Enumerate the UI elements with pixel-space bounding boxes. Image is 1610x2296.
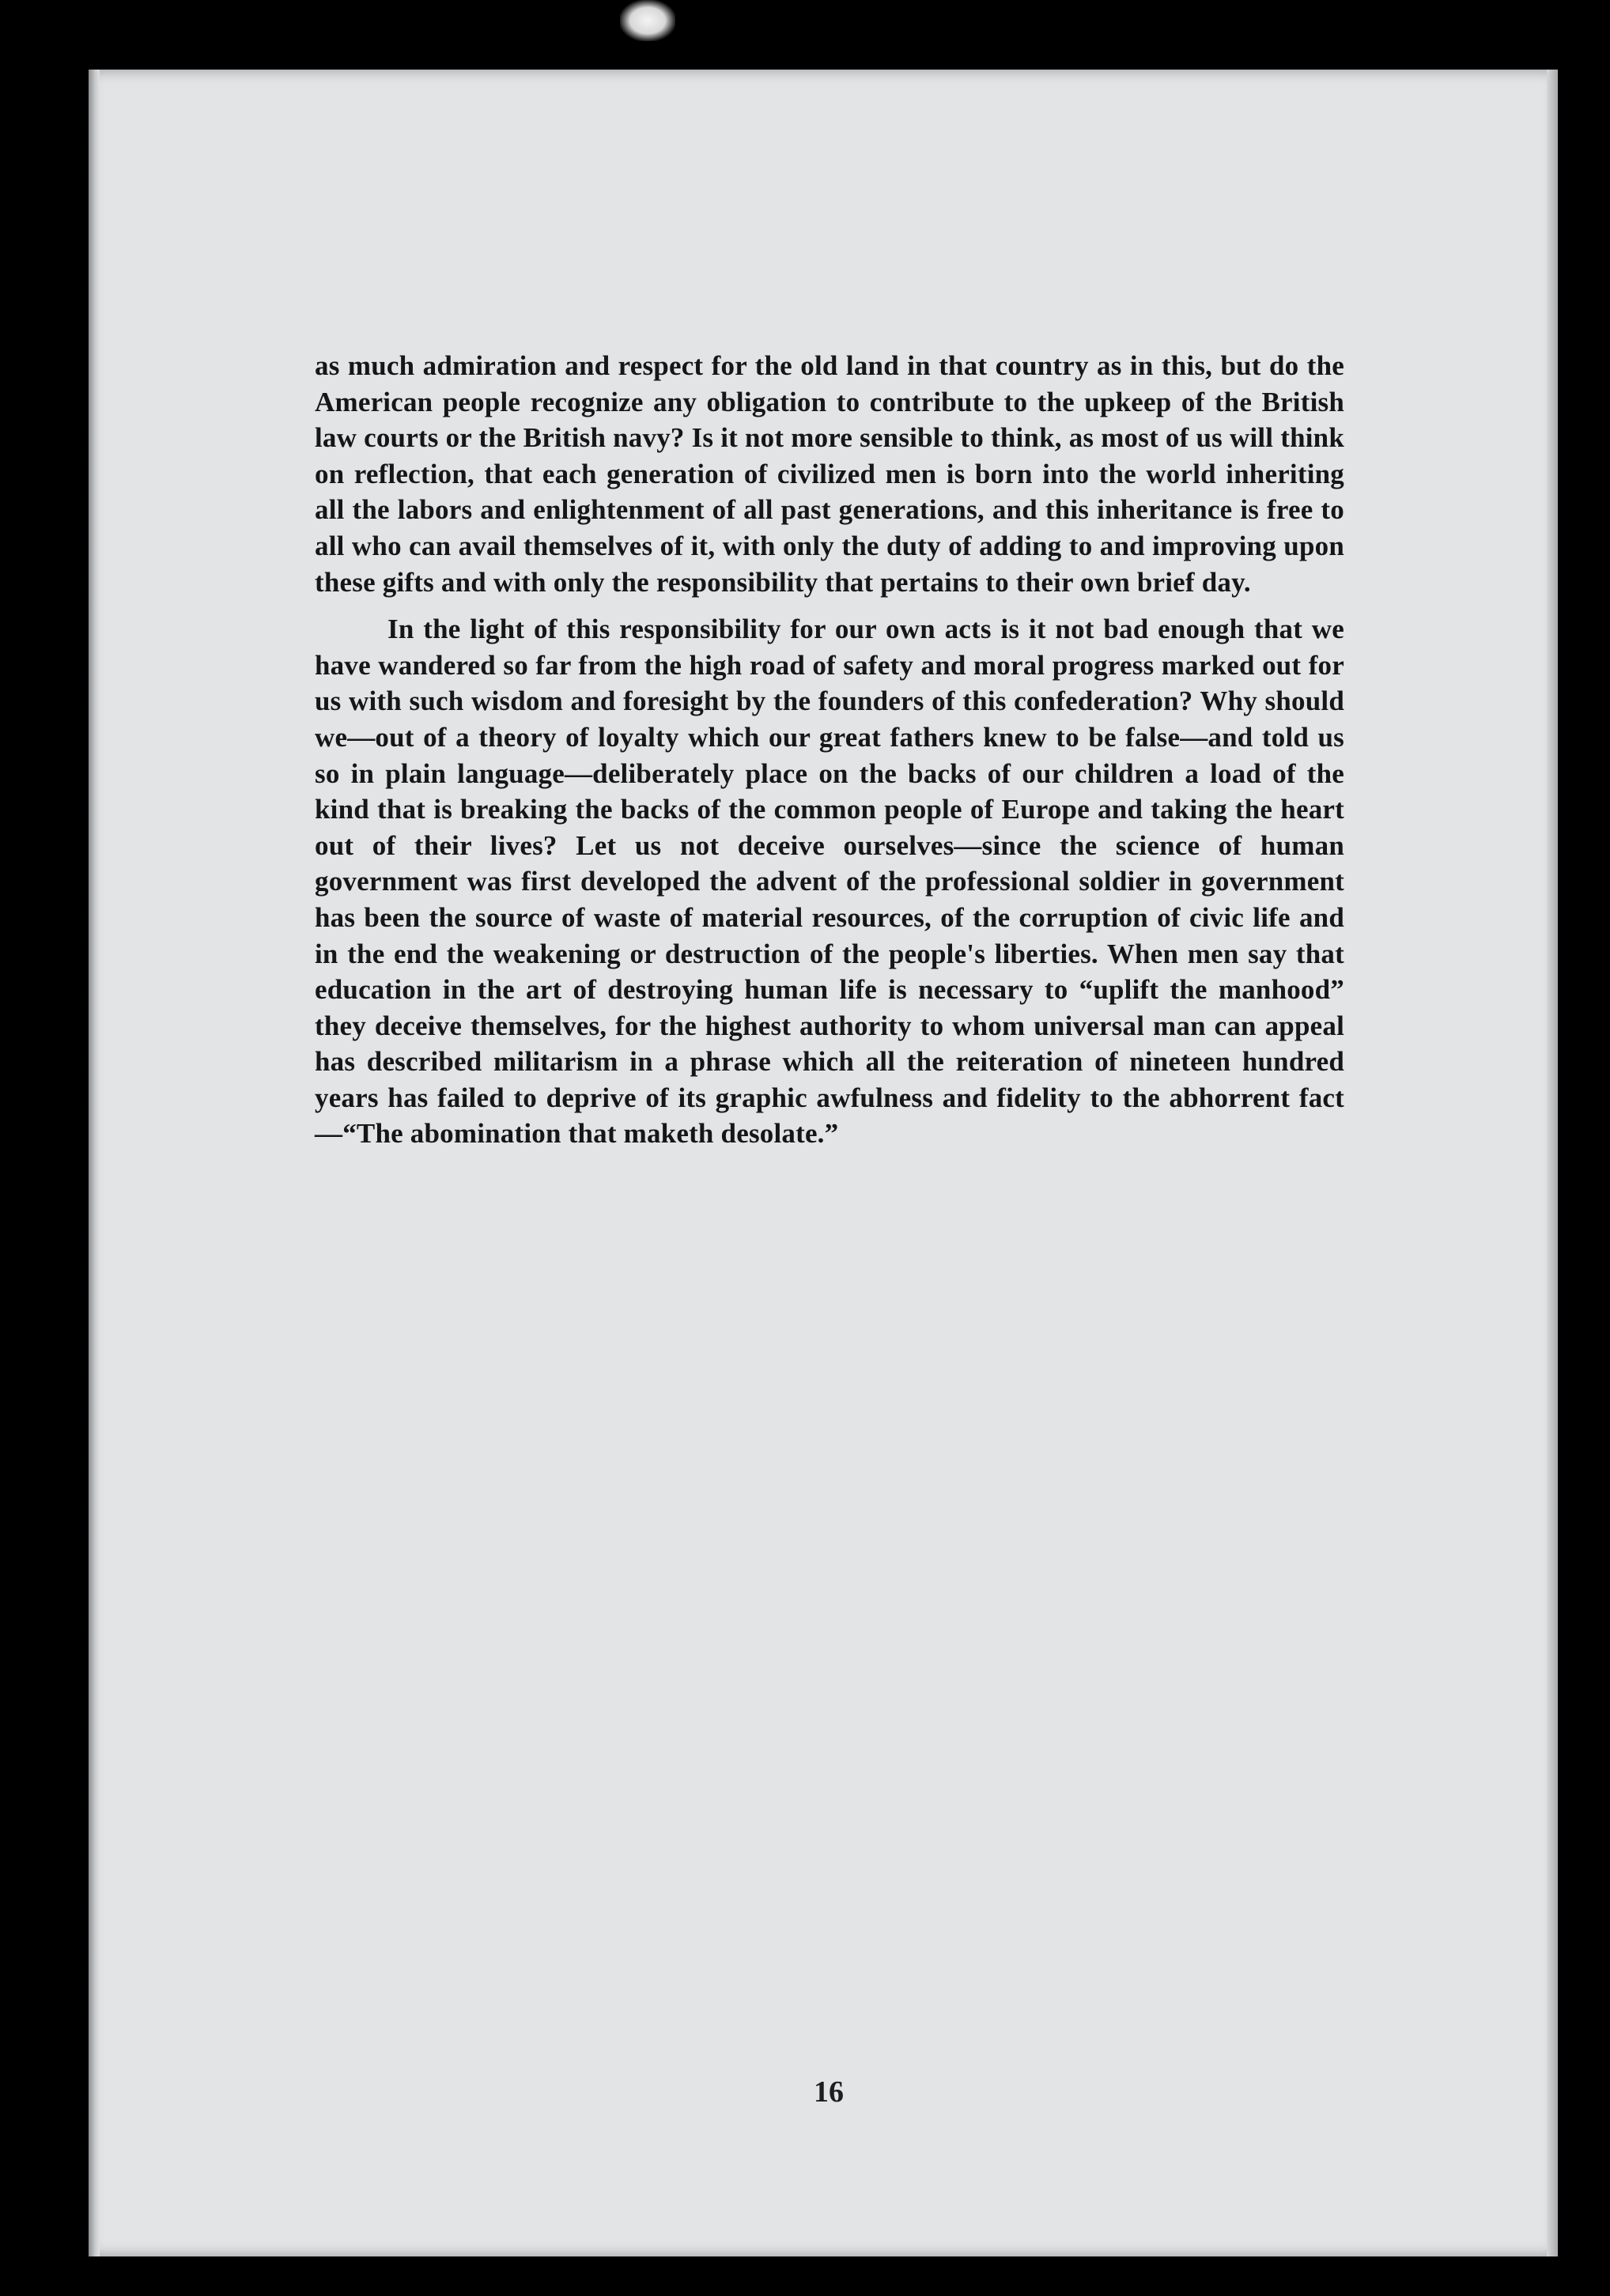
body-text xyxy=(315,348,1344,1163)
page-binding-edge xyxy=(89,70,100,2256)
paragraph-responsibility: In the light of this responsibility for our own acts is it not bad enough that we have wandered so far from the high road of safety and moral progress marked out for us with such wisdom and foresight by the founders of this confederation? Why should we—out of a theory of loyalty which our great fathers knew to be false—and told us so in plain language—deliberately place on the backs of our children a load of the kind that is breaking the backs of the common people of Europe and taking the heart out of their lives? Let us not deceive ourselves—since the science of human government was first developed the advent of the professional soldier in government has been the source of waste of material resources, of the corruption of civic life and in the end the weakening or destruction of the people's liberties. When men say that education in the art of destroying human life is necessary to “uplift the manhood” they deceive themselves, for the highest authority to whom universal man can appeal has described militarism in a phrase which all the reiteration of nineteen hundred years has failed to deprive of its graphic awfulness and fidelity to the abhorrent fact—“The abomination that maketh desolate.” xyxy=(315,614,1344,1150)
scanner-glare xyxy=(620,0,675,41)
page-right-edge xyxy=(1547,70,1558,2256)
page-number: 16 xyxy=(814,2075,844,2109)
paragraph-continuation: as much admiration and respect for the old land in that country as in this, but do the American people recognize any obligation to contribute to the upkeep of the British law courts or the British navy? Is it not more sensible to think, as most of us will think on reflection, that each generation of civilized men is born into the world inheriting all the labors and enlightenment of all past generations, and this inheritance is free to all who can avail themselves of it, with only the duty of adding to and improving upon these gifts and with only the responsibility that pertains to their own brief day. xyxy=(315,350,1344,598)
